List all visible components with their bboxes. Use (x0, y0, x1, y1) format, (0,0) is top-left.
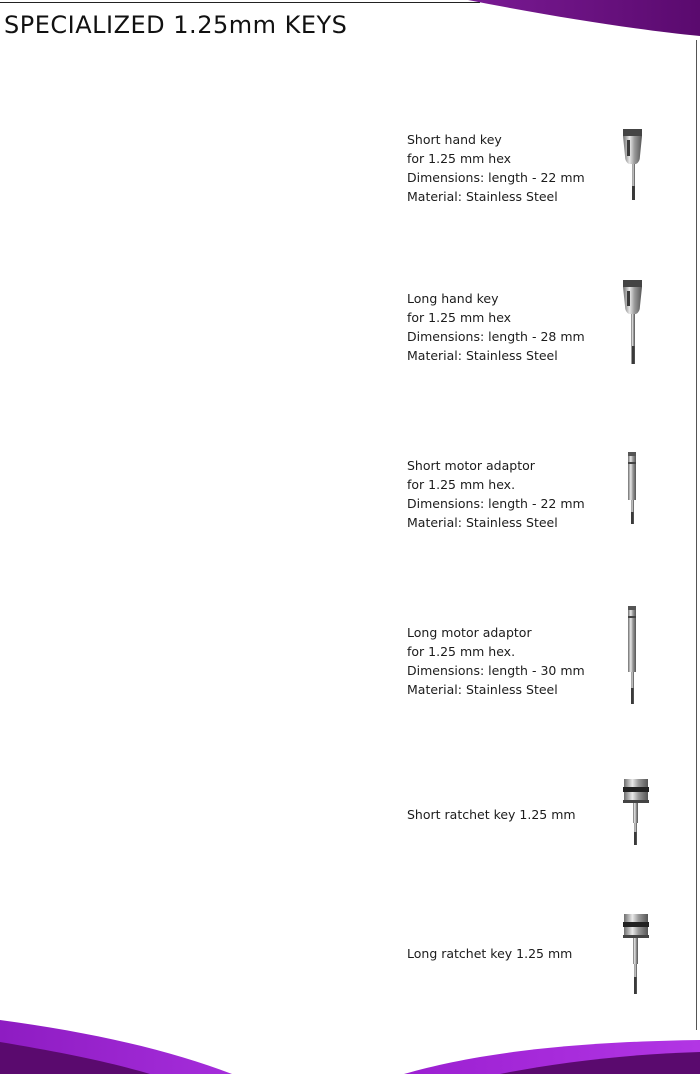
product-name: Long hand key (407, 291, 499, 306)
product-name: Long motor adaptor (407, 625, 532, 640)
product-spec: for 1.25 mm hex (407, 151, 512, 166)
product-spec: for 1.25 mm hex. (407, 644, 516, 659)
product-short-ratchet-key (407, 805, 576, 824)
product-material: Material: Stainless Steel (407, 348, 558, 363)
short-motor-adaptor-image (622, 450, 642, 528)
product-dimensions: Dimensions: length - 22 mm (407, 170, 585, 185)
product-dimensions: Dimensions: length - 30 mm (407, 663, 585, 678)
bottom-left-swoosh (0, 1020, 232, 1074)
product-long-ratchet-key (407, 944, 572, 963)
bottom-left-swoosh-dark (0, 1042, 150, 1074)
page-title: SPECIALIZED 1.25mm KEYS (4, 11, 348, 39)
product-dimensions: Dimensions: length - 22 mm (407, 496, 585, 511)
long-hand-key-image (618, 278, 648, 368)
short-ratchet-key-image (620, 776, 652, 848)
short-hand-key-image (618, 126, 648, 204)
product-short-hand-key (407, 130, 585, 206)
product-long-motor-adaptor (407, 623, 585, 699)
top-rule (0, 2, 480, 3)
product-spec: for 1.25 mm hex. (407, 477, 516, 492)
top-swoosh (468, 0, 700, 36)
long-ratchet-key-image (620, 911, 652, 997)
product-material: Material: Stainless Steel (407, 189, 558, 204)
bottom-right-swoosh-dark (500, 1052, 700, 1074)
product-name: Short hand key (407, 132, 502, 147)
product-short-motor-adaptor (407, 456, 585, 532)
product-dimensions: Dimensions: length - 28 mm (407, 329, 585, 344)
product-material: Material: Stainless Steel (407, 515, 558, 530)
product-material: Material: Stainless Steel (407, 682, 558, 697)
bottom-right-swoosh (404, 1040, 700, 1074)
long-motor-adaptor-image (622, 604, 642, 708)
product-spec: for 1.25 mm hex (407, 310, 512, 325)
product-name: Short ratchet key 1.25 mm (407, 807, 576, 822)
product-long-hand-key (407, 289, 585, 365)
product-name: Short motor adaptor (407, 458, 535, 473)
right-rule (696, 40, 697, 1030)
product-name: Long ratchet key 1.25 mm (407, 946, 573, 961)
